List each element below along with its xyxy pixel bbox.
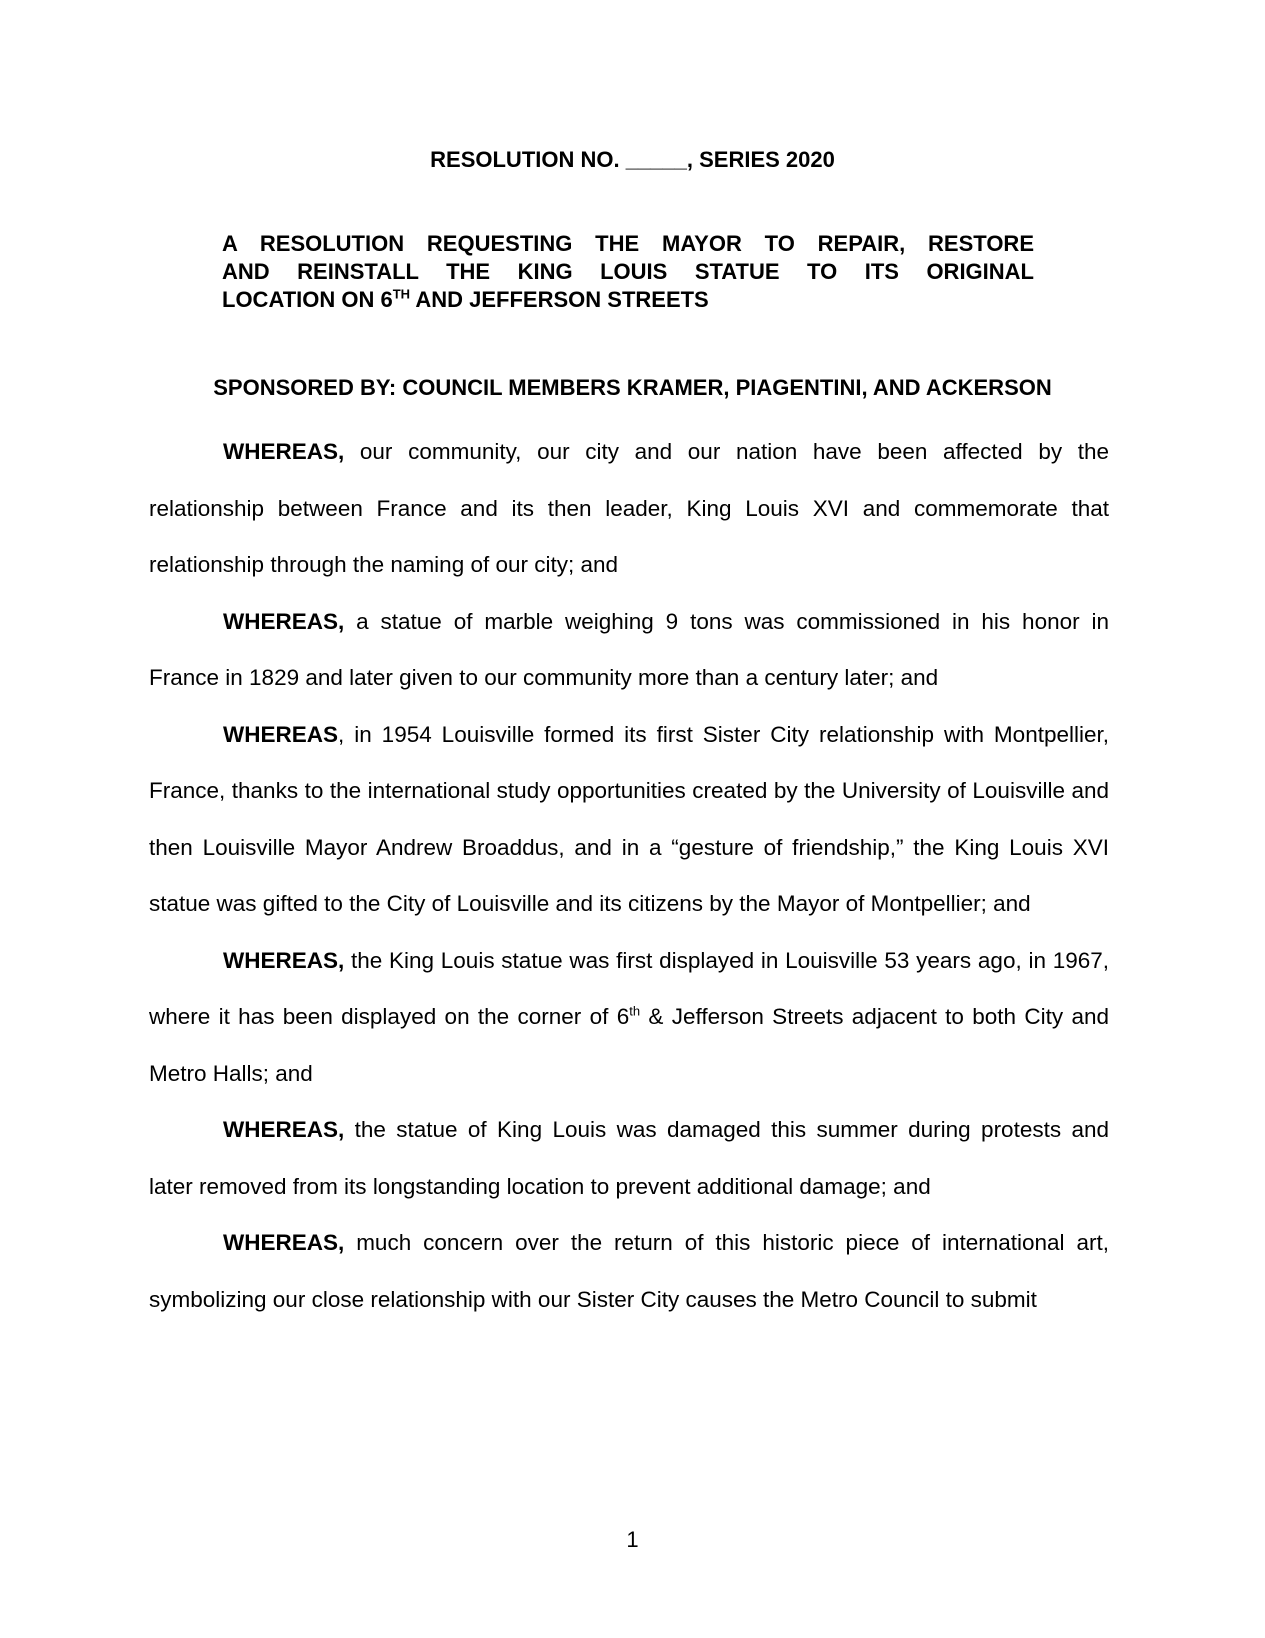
subject-line-3	[222, 286, 1034, 314]
paragraph-text: much concern over the return of this historic piece of international art, symbolizing our close relationship with our Sister City causes the Metro Council to submit	[149, 1230, 1109, 1312]
paragraph-text-start: the King Louis statue was first displayed in Louisville 53 years ago, in 1967, where it has been displayed on the corner of 6	[149, 947, 1109, 1029]
paragraph-text: a statue of marble weighing 9 tons was commissioned in his honor in France in 1829 and later given to our community more than a century later; and	[149, 608, 1109, 690]
whereas-keyword: WHEREAS,	[223, 947, 345, 973]
paragraph-text: our community, our city and our nation have been affected by the relationship between France and its then leader, King Louis XVI and commemorate that relationship through the naming of our city; and	[149, 439, 1109, 577]
resolution-title: RESOLUTION NO. _____, SERIES 2020	[430, 147, 835, 172]
resolution-body	[149, 424, 1109, 1328]
subject-line-3-end: AND JEFFERSON STREETS	[410, 287, 709, 312]
resolution-subject	[222, 230, 1034, 314]
subject-superscript: TH	[392, 286, 411, 302]
whereas-keyword: WHEREAS	[223, 721, 339, 747]
whereas-keyword: WHEREAS,	[223, 608, 345, 634]
paragraph-text-end: & Jefferson Streets adjacent to both City and Metro Halls; and	[149, 1004, 1110, 1086]
subject-line-2: AND REINSTALL THE KING LOUIS STATUE TO ITS ORIGINAL	[222, 259, 1034, 284]
whereas-keyword: WHEREAS,	[223, 1117, 345, 1142]
subject-line-3-start: LOCATION ON 6	[222, 287, 393, 312]
whereas-keyword: WHEREAS,	[223, 1230, 345, 1255]
whereas-paragraph	[149, 1102, 1109, 1215]
ordinal-superscript: th	[629, 1003, 641, 1019]
whereas-paragraph	[149, 594, 1109, 707]
whereas-paragraph	[149, 707, 1109, 933]
paragraph-text: the statue of King Louis was damaged this summer during protests and later removed from its longstanding location to prevent additional damage; and	[149, 1117, 1109, 1199]
page-number: 1	[626, 1527, 639, 1552]
whereas-paragraph	[149, 424, 1109, 594]
whereas-paragraph	[149, 1215, 1109, 1328]
whereas-keyword: WHEREAS,	[223, 439, 345, 464]
whereas-paragraph	[149, 933, 1109, 1103]
subject-line-1: A RESOLUTION REQUESTING THE MAYOR TO REPAIR, RESTORE	[222, 231, 1034, 256]
paragraph-text: , in 1954 Louisville formed its first Sister City relationship with Montpellier, France, thanks to the international study opportunities created by the University of Louisville and then Louisville Mayor Andrew Broaddus, and in a “gesture of friendship,” the King Louis XVI statue was gifted to the City of Louisville and its citizens by the Mayor of Montpellier; and	[149, 721, 1109, 916]
sponsors-line: SPONSORED BY: COUNCIL MEMBERS KRAMER, PIAGENTINI, AND ACKERSON	[213, 375, 1052, 400]
